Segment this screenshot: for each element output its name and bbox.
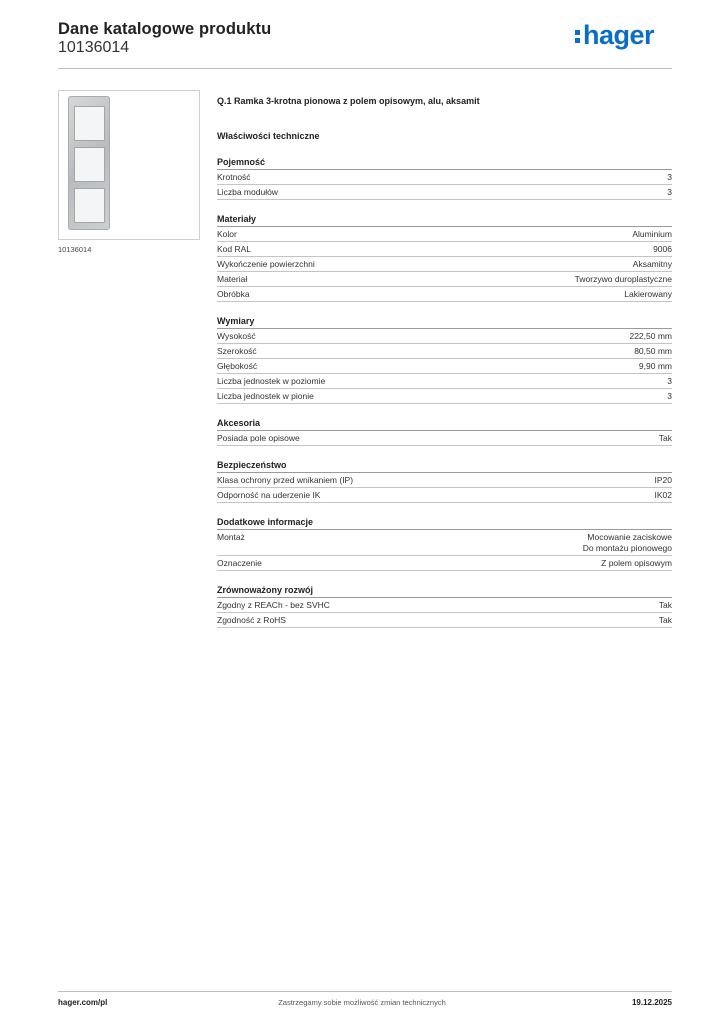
page-header [58, 20, 672, 70]
footer-divider [58, 991, 672, 992]
product-details [217, 96, 672, 628]
spec-section [217, 157, 672, 200]
spec-value: Tak [658, 600, 672, 610]
spec-label: Zgodny z REACh - bez SVHC [217, 600, 330, 610]
spec-section [217, 517, 672, 571]
section-title: Wymiary [217, 316, 672, 329]
frame-3-gang-icon [68, 96, 110, 230]
spec-label: Klasa ochrony przed wnikaniem (IP) [217, 475, 354, 485]
spec-label: Szerokość [217, 346, 257, 356]
spec-label: Wysokość [217, 331, 256, 341]
spec-row [217, 556, 672, 571]
spec-label: Liczba jednostek w pionie [217, 391, 314, 401]
product-number: 10136014 [58, 39, 130, 56]
spec-value: IK02 [654, 490, 672, 500]
spec-row [217, 488, 672, 503]
section-title: Materiały [217, 214, 672, 227]
page-title: Dane katalogowe produktu [58, 20, 272, 38]
spec-value: Tak [658, 433, 672, 443]
spec-label: Obróbka [217, 289, 250, 299]
section-title: Dodatkowe informacje [217, 517, 672, 530]
spec-row [217, 530, 672, 556]
header-divider [58, 68, 672, 69]
footer-date: 19.12.2025 [631, 998, 672, 1007]
spec-label: Kolor [217, 229, 237, 239]
logo-text: hager [582, 20, 654, 50]
spec-label: Głębokość [217, 361, 258, 371]
properties-sections [217, 157, 672, 628]
hager-logo [575, 20, 654, 51]
spec-row [217, 257, 672, 272]
spec-row [217, 185, 672, 200]
spec-value: 9,90 mm [638, 361, 672, 371]
properties-heading: Właściwości techniczne [217, 131, 320, 141]
spec-section [217, 460, 672, 503]
spec-value: 80,50 mm [634, 346, 672, 356]
spec-row [217, 613, 672, 628]
spec-value: Tworzywo duroplastyczne [574, 274, 672, 284]
footer-disclaimer: Zastrzegamy sobie możliwość zmian technicznych [278, 998, 446, 1007]
section-title: Zrównoważony rozwój [217, 585, 672, 598]
spec-label: Wykończenie powierzchni [217, 259, 315, 269]
product-title: Q.1 Ramka 3-krotna pionowa z polem opisowym, alu, aksamit [217, 96, 480, 106]
spec-value: Tak [658, 615, 672, 625]
spec-value: 3 [667, 391, 672, 401]
spec-row [217, 170, 672, 185]
section-title: Akcesoria [217, 418, 672, 431]
spec-row [217, 374, 672, 389]
spec-label: Odporność na uderzenie IK [217, 490, 321, 500]
footer-website: hager.com/pl [58, 998, 108, 1007]
spec-label: Zgodność z RoHS [217, 615, 286, 625]
spec-row [217, 431, 672, 446]
spec-label: Montaż [217, 532, 245, 542]
spec-section [217, 316, 672, 404]
spec-section [217, 585, 672, 628]
spec-value: 3 [667, 172, 672, 182]
section-title: Bezpieczeństwo [217, 460, 672, 473]
product-image [58, 90, 200, 240]
spec-row [217, 272, 672, 287]
spec-row [217, 598, 672, 613]
spec-value: Aluminium [632, 229, 672, 239]
spec-value: 9006 [653, 244, 672, 254]
spec-label: Materiał [217, 274, 248, 284]
spec-label: Krotność [217, 172, 251, 182]
spec-value: Z polem opisowym [601, 558, 672, 568]
spec-row [217, 359, 672, 374]
logo-dots-icon [575, 20, 581, 50]
spec-value: Lakierowany [624, 289, 672, 299]
spec-value: 3 [667, 376, 672, 386]
spec-section [217, 418, 672, 446]
spec-label: Posiada pole opisowe [217, 433, 300, 443]
spec-label: Oznaczenie [217, 558, 262, 568]
spec-row [217, 329, 672, 344]
spec-row [217, 473, 672, 488]
spec-value: Aksamitny [632, 259, 672, 269]
spec-row [217, 242, 672, 257]
spec-row [217, 344, 672, 359]
spec-value: 3 [667, 187, 672, 197]
spec-label: Liczba jednostek w poziomie [217, 376, 326, 386]
spec-section [217, 214, 672, 302]
spec-value: IP20 [654, 475, 672, 485]
spec-row [217, 287, 672, 302]
spec-row [217, 227, 672, 242]
spec-value: 222,50 mm [629, 331, 672, 341]
spec-value: Mocowanie zaciskowe Do montażu pionowego [582, 532, 672, 553]
spec-label: Kod RAL [217, 244, 252, 254]
spec-label: Liczba modułów [217, 187, 278, 197]
product-image-caption: 10136014 [58, 245, 92, 254]
spec-row [217, 389, 672, 404]
section-title: Pojemność [217, 157, 672, 170]
